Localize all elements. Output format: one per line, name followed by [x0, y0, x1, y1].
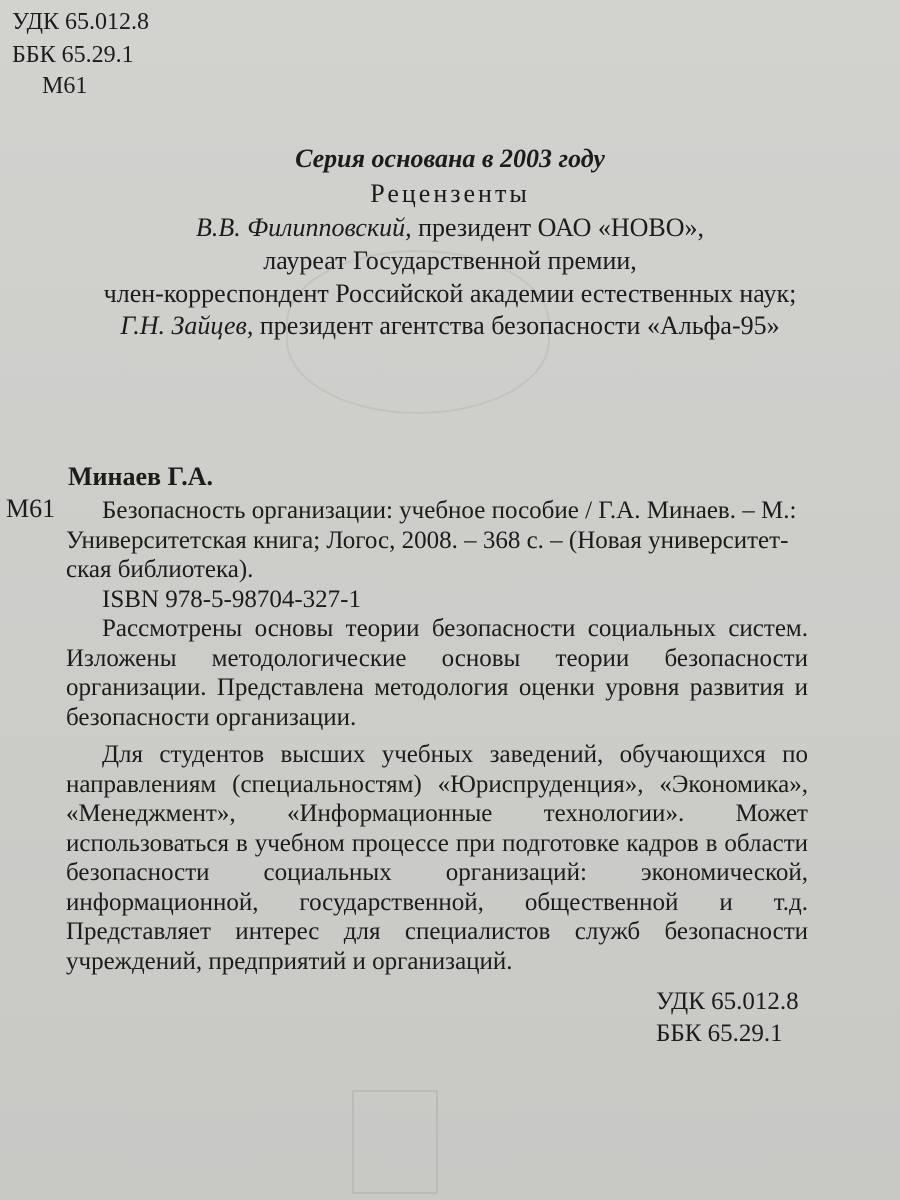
isbn: ISBN 978-5-98704-327-1 — [102, 585, 362, 613]
publisher-emblem-shadow — [352, 1090, 438, 1194]
bibliographic-record — [66, 496, 808, 976]
reviewer-2-name: Г.Н. Зайцев, — [120, 311, 254, 340]
footer-bbk: ББК 65.29.1 — [656, 1020, 783, 1047]
author-mark: М61 — [42, 73, 88, 99]
bib-line-2: Университетская книга; Логос, 2008. – 368 с. – (Новая университет- — [66, 526, 789, 554]
bib-line-1: Безопасность организации: учебное пособие / Г.А. Минаев. – М.: — [102, 497, 797, 524]
reviewer-1-title: президент ОАО «НОВО», — [411, 213, 705, 242]
reviewer-1-line-1 — [0, 213, 900, 243]
reviewer-2-title: президент агентства безопасности «Альфа-95» — [253, 311, 780, 340]
bbk-code: ББК 65.29.1 — [12, 42, 134, 68]
reviewer-1-line-2: лауреат Государственной премии, — [263, 246, 637, 275]
reviewer-1-name: В.В. Филипповский, — [195, 213, 412, 242]
catalog-author: Минаев Г.А. — [68, 462, 213, 491]
reviewer-1-line-3: член-корреспондент Российской академии естественных наук; — [103, 279, 797, 308]
series-note: Серия основана в 2003 году — [295, 144, 605, 173]
udk-code: УДК 65.012.8 — [12, 9, 149, 35]
catalog-mark: М61 — [6, 494, 56, 523]
reviewers-heading: Рецензенты — [370, 179, 530, 208]
abstract-paragraph-1: Рассмотрены основы теории безопасности социальных систем. Изложены методологические основы теории безопасности организации. Представлена методология оценки уровня развития и безопасности организации. — [66, 615, 808, 731]
bib-line-3: ская библиотека). — [66, 556, 254, 583]
reviewer-2-line — [0, 311, 900, 341]
abstract-paragraph-2: Для студентов высших учебных заведений, обучающихся по направлениям (специальностям) «Юриспруденция», «Экономика», «Менеджмент», «Информационные технологии». Может использоваться в учебном процессе при подготовке кадров в области безопасности социальных организаций: экономической, информационной, государственной, общественной и т.д. Представляет интерес для специалистов служб безопасности учреждений, предприятий и организаций. — [66, 741, 808, 975]
footer-udk: УДК 65.012.8 — [656, 988, 799, 1015]
